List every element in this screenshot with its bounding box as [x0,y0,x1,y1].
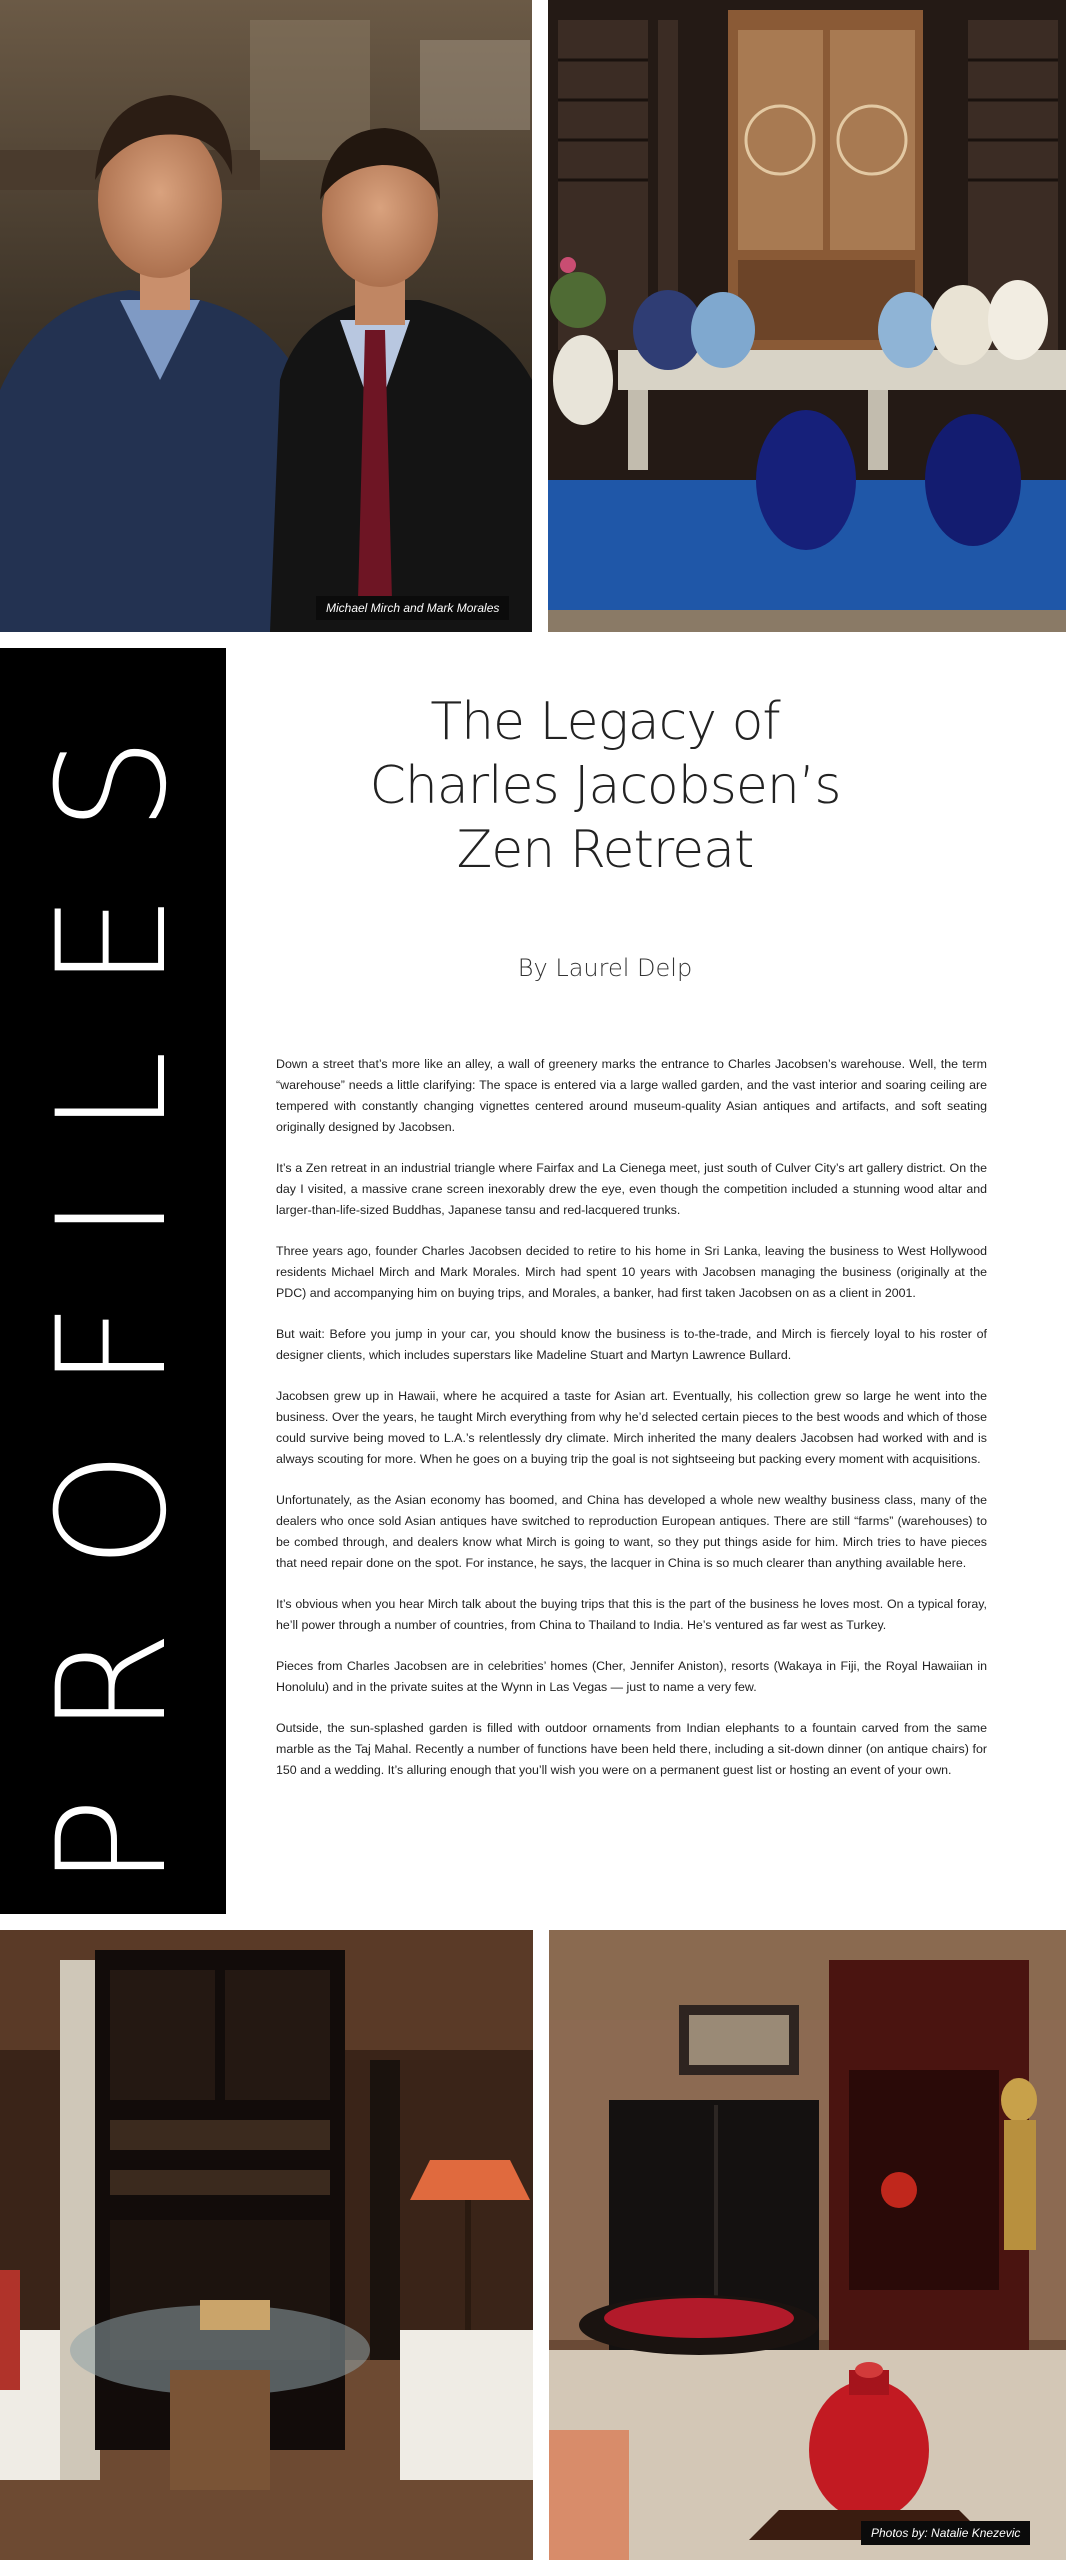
article-paragraph: It’s a Zen retreat in an industrial triangle where Fairfax and La Cienega meet, just south of Culver City’s art gallery district. On the day I visited, a massive crane screen inexorably drew the eye, even though the competition included a stunning wood altar and larger-than-life-sized Buddhas, Japanese tansu and red-lacquered trunks. [276,1161,987,1217]
article-paragraph: Unfortunately, as the Asian economy has boomed, and China has developed a whole new wealthy business class, many of the dealers who once sold Asian antiques have switched to reproduction European antiques. There are still “farms” (warehouses) to be combed through, and dealers know what Mirch is going to want, so they put things aside for him. Mirch tries to have pieces that need repair done on the spot. For instance, he says, the lacquer in China is so much clearer than anything available here. [276,1493,987,1570]
article-paragraph: Three years ago, founder Charles Jacobsen decided to retire to his home in Sri Lanka, leaving the business to West Hollywood residents Michael Mirch and Mark Morales. Mirch had spent 10 years with Jacobsen managing the business (originally at the PDC) and accompanying him on buying trips, and Morales, a banker, had first taken Jacobsen on as a client in 2001. [276,1244,987,1300]
interior-photo-cabinet [548,0,1066,632]
article-paragraph: Outside, the sun-splashed garden is filled with outdoor ornaments from Indian elephants to a fountain carved from the same marble as the Taj Mahal. Recently a number of functions have been held there, including a sit-down dinner (on antique chairs) for 150 and a wedding. It’s alluring enough that you’ll wish you were on a permanent guest list or hosting an event of your own. [276,1721,987,1777]
portrait-photo [0,0,532,632]
byline: By Laurel Delp [517,954,693,982]
title-line: Charles Jacobsen’s [369,756,841,816]
article-paragraph: Jacobsen grew up in Hawaii, where he acquired a taste for Asian art. Eventually, his collection grew so large he went into the business. Over the years, he taught Mirch everything from why he’d selected certain pieces to the best woods and which of those could survive being moved to L.A.’s relentlessly dry climate. Mirch inherited the many dealers Jacobsen had worked with and is always scouting for more. When he goes on a buying trip the goal is not sightseeing but packing every moment with acquisitions. [276,1389,987,1466]
article-paragraph: But wait: Before you jump in your car, you should know the business is to-the-trade, and Mirch is fiercely loyal to his roster of designer clients, which includes superstars like Madeline Stuart and Martyn Lawrence Bullard. [276,1327,987,1362]
title-line: Zen Retreat [456,820,754,880]
interior-photo-armoire [0,1930,533,2560]
section-label: PROFILES [26,674,200,1888]
photo-caption: Michael Mirch and Mark Morales [316,596,509,620]
title-line: The Legacy of [430,692,780,752]
article-paragraph: It’s obvious when you hear Mirch talk about the buying trips that this is the part of the business he loves most. On a typical foray, he’ll power through a number of countries, from China to Thailand to India. He’s ventured as far west as Turkey. [276,1597,987,1632]
article-paragraph: Down a street that’s more like an alley, a wall of greenery marks the entrance to Charles Jacobsen’s warehouse. Well, the term “warehouse” needs a little clarifying: The space is entered via a large walled garden, and the vast interior and soaring ceiling are tempered with constantly changing vignettes centered around museum-quality Asian antiques and artifacts, and soft seating originally designed by Jacobsen. [276,1057,987,1134]
photo-credit: Photos by: Natalie Knezevic [861,2521,1030,2545]
article-body [276,1054,987,1801]
section-sidebar [0,648,226,1914]
article-title [270,690,940,882]
interior-photo-lacquer [549,1930,1066,2560]
article-paragraph: Pieces from Charles Jacobsen are in celebrities’ homes (Cher, Jennifer Aniston), resorts (Wakaya in Fiji, the Royal Hawaiian in Honolulu) and in the private suites at the Wynn in Las Vegas — just to name a very few. [276,1659,987,1694]
